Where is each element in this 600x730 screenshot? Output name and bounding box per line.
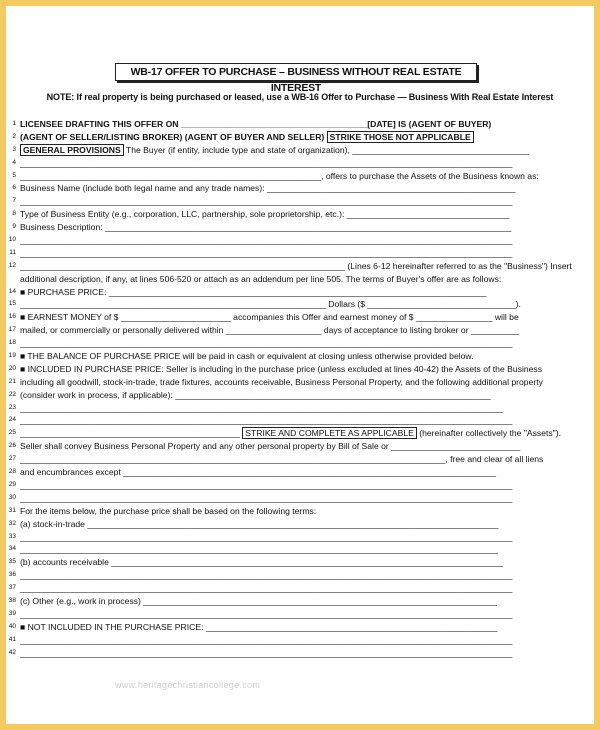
line-text: Business Description: _____________________________________________________________________________________ bbox=[20, 222, 512, 233]
line-number: 30 bbox=[8, 493, 16, 501]
form-line bbox=[6, 208, 592, 221]
line-number: 2 bbox=[12, 132, 16, 140]
line-text: _______________________________________________________________________________________________________ bbox=[20, 157, 513, 168]
line-number: 41 bbox=[8, 635, 16, 643]
form-line bbox=[6, 608, 592, 621]
form-line bbox=[6, 389, 592, 402]
line-text: ■ PURCHASE PRICE: _______________________________________________________________________________ bbox=[20, 286, 487, 297]
form-line bbox=[6, 350, 592, 363]
line-number: 10 bbox=[8, 236, 16, 244]
line-number: 1 bbox=[12, 120, 16, 127]
form-line bbox=[6, 634, 592, 647]
form-line bbox=[6, 298, 592, 311]
form-line bbox=[6, 402, 592, 415]
form-line bbox=[6, 363, 592, 376]
form-line bbox=[6, 531, 592, 544]
form-line bbox=[6, 286, 592, 299]
form-line bbox=[6, 144, 592, 157]
line-text: _______________________________________________________________________________________________________ bbox=[20, 647, 513, 658]
line-text: The Buyer (if entity, include type and state of organization), _____________________________________ bbox=[123, 144, 530, 155]
line-text: _______________________________________________________________________________________________________ bbox=[20, 415, 513, 426]
line-number: 26 bbox=[8, 442, 16, 450]
form-line bbox=[6, 170, 592, 183]
form-line bbox=[6, 582, 592, 595]
form-line bbox=[6, 505, 592, 518]
form-line bbox=[6, 131, 592, 144]
form-title: WB-17 OFFER TO PURCHASE – BUSINESS WITHOUT REAL ESTATE INTEREST bbox=[115, 63, 477, 81]
line-text: additional description, if any, at lines 506-520 or attach as an addendum per line 505. The terms of Buyer's offer are as follows: bbox=[20, 273, 502, 284]
form-line bbox=[6, 221, 592, 234]
line-number: 42 bbox=[8, 648, 16, 656]
line-number: 27 bbox=[8, 455, 16, 463]
line-text: (c) Other (e.g., work in process) __________________________________________________________________________ bbox=[20, 595, 497, 606]
line-text: _________________________________________________________________________________________, free and clear of all liens bbox=[20, 454, 544, 465]
line-number: 38 bbox=[8, 596, 16, 604]
line-number: 33 bbox=[8, 532, 16, 540]
line-text: ■ INCLUDED IN PURCHASE PRICE: Seller is including in the purchase price (unless excluded at lines 40-42) the Assets of the Business bbox=[20, 363, 543, 374]
line-number: 28 bbox=[8, 468, 16, 476]
line-number: 12 bbox=[8, 261, 16, 269]
line-number: 17 bbox=[8, 326, 16, 334]
form-line bbox=[6, 440, 592, 453]
line-number: 40 bbox=[8, 622, 16, 630]
line-number: 35 bbox=[8, 558, 16, 566]
line-number: 3 bbox=[12, 145, 16, 153]
form-line bbox=[6, 543, 592, 556]
line-text: _______________________________________________________________________________________________________ bbox=[20, 338, 513, 349]
line-number: 36 bbox=[8, 571, 16, 579]
line-text: _______________________________________________________________________________________________________ bbox=[20, 235, 513, 246]
line-number: 34 bbox=[8, 545, 16, 553]
form-line bbox=[6, 427, 592, 440]
line-number: 22 bbox=[8, 390, 16, 398]
line-text: _______________________________________________________________________________________________________ bbox=[20, 196, 513, 207]
line-number: 8 bbox=[12, 210, 16, 218]
form-line bbox=[6, 157, 592, 170]
line-number: 15 bbox=[8, 300, 16, 308]
line-text: For the items below, the purchase price shall be based on the following terms: bbox=[20, 505, 317, 516]
line-text: (AGENT OF SELLER/LISTING BROKER) (AGENT OF BUYER AND SELLER) bbox=[20, 131, 327, 142]
form-line bbox=[6, 569, 592, 582]
line-number: 19 bbox=[8, 352, 16, 360]
form-line bbox=[6, 195, 592, 208]
form-line bbox=[6, 621, 592, 634]
line-text: (consider work in process, if applicable): __________________________________________________________________ bbox=[20, 389, 491, 400]
form-line bbox=[6, 647, 592, 660]
line-number: 16 bbox=[8, 313, 16, 321]
line-text: Type of Business Entity (e.g., corporation, LLC, partnership, sole proprietorship, etc.): __________________________________ bbox=[20, 209, 510, 220]
form-line bbox=[6, 595, 592, 608]
form-line bbox=[6, 518, 592, 531]
line-text: and encumbrances except ______________________________________________________________________________ bbox=[20, 467, 496, 478]
line-text: ____________________________________________________________________ (Lines 6-12 hereinafter referred to as the "Business") Insert bbox=[20, 260, 572, 271]
line-number: 31 bbox=[8, 506, 16, 514]
line-text: _______________________________________________________________________________________________________ bbox=[20, 531, 513, 542]
boxed-heading: GENERAL PROVISIONS bbox=[20, 144, 124, 156]
line-text: _______________________________________________________________________________________________________ bbox=[20, 479, 513, 490]
form-line bbox=[6, 311, 592, 324]
line-text: (a) stock-in-trade ______________________________________________________________________________________ bbox=[20, 518, 499, 529]
form-line bbox=[6, 273, 592, 286]
form-line bbox=[6, 324, 592, 337]
boxed-heading: STRIKE THOSE NOT APPLICABLE bbox=[327, 131, 474, 143]
form-line bbox=[6, 182, 592, 195]
line-text: ____________________________________________________________________________________________________ bbox=[20, 544, 498, 555]
line-text: _______________________________________________________________________________________________________ bbox=[20, 634, 513, 645]
line-number: 11 bbox=[9, 248, 16, 256]
line-number: 4 bbox=[12, 158, 16, 166]
line-text: Seller shall convey Business Personal Property and any other personal property by Bill of Sale or ___________________________ bbox=[20, 441, 521, 452]
line-text: ______________________________________________ bbox=[20, 428, 243, 439]
form-line bbox=[6, 260, 592, 273]
line-text: ■ EARNEST MONEY of $ _______________________ accompanies this Offer and earnest money of $ ________________ will be bbox=[20, 312, 519, 323]
line-number: 25 bbox=[8, 429, 16, 437]
line-number: 5 bbox=[12, 171, 16, 179]
line-text: Business Name (include both legal name and any trade names): ____________________________________________________ bbox=[20, 183, 516, 194]
line-number: 21 bbox=[8, 377, 16, 385]
form-line bbox=[6, 247, 592, 260]
form-line bbox=[6, 453, 592, 466]
line-number: 18 bbox=[8, 339, 16, 347]
form-line bbox=[6, 337, 592, 350]
line-text: (hereinafter collectively the "Assets"). bbox=[416, 428, 561, 439]
form-line bbox=[6, 118, 592, 131]
line-text: mailed, or commercially or personally delivered within ____________________ days of acceptance to listing broker or __________ bbox=[20, 325, 519, 336]
form-lines bbox=[6, 118, 592, 659]
line-text: _____________________________________________________________________________________________________ bbox=[20, 402, 503, 413]
line-number: 37 bbox=[8, 584, 16, 592]
line-number: 7 bbox=[12, 197, 16, 205]
line-number: 29 bbox=[8, 480, 16, 488]
line-text: ■ NOT INCLUDED IN THE PURCHASE PRICE: _____________________________________________________________ bbox=[20, 621, 498, 632]
form-line bbox=[6, 556, 592, 569]
line-text: _______________________________________________________________________________________________________ bbox=[20, 247, 513, 258]
form-line bbox=[6, 376, 592, 389]
line-text: _______________________________________________________________, offers to purchase the Assets of the Business known as: bbox=[20, 170, 539, 181]
line-number: 32 bbox=[8, 519, 16, 527]
line-number: 39 bbox=[8, 609, 16, 617]
line-text: LICENSEE DRAFTING THIS OFFER ON _______________________________________[DATE] IS (AGENT OF BUYER) bbox=[20, 119, 492, 129]
form-line bbox=[6, 479, 592, 492]
form-note: NOTE: If real property is being purchased or leased, use a WB-16 Offer to Purchase — Business With Real Estate Interest bbox=[46, 92, 554, 102]
line-number: 24 bbox=[8, 416, 16, 424]
line-number: 6 bbox=[12, 184, 16, 192]
line-text: _______________________________________________________________________________________________________ bbox=[20, 583, 513, 594]
line-text: ■ THE BALANCE OF PURCHASE PRICE will be paid in cash or equivalent at closing unless otherwise provided below. bbox=[20, 351, 474, 362]
line-text: _______________________________________________________________________________________________________ bbox=[20, 608, 513, 619]
line-number: 20 bbox=[8, 364, 16, 372]
form-line bbox=[6, 466, 592, 479]
line-number: 14 bbox=[8, 287, 16, 295]
boxed-heading: STRIKE AND COMPLETE AS APPLICABLE bbox=[242, 427, 417, 439]
line-text: (b) accounts receivable __________________________________________________________________________________ bbox=[20, 557, 504, 568]
line-number: 23 bbox=[8, 403, 16, 411]
line-text: including all goodwill, stock-in-trade, trade fixtures, accounts receivable, Business Personal Property, and the following additional property bbox=[20, 376, 543, 387]
watermark: www.heritagechristiancollege.com bbox=[115, 680, 261, 690]
line-text: ________________________________________________________________ Dollars ($ _______________________________). bbox=[20, 299, 521, 310]
line-text: _______________________________________________________________________________________________________ bbox=[20, 492, 513, 503]
form-line bbox=[6, 414, 592, 427]
form-line bbox=[6, 492, 592, 505]
line-text: _______________________________________________________________________________________________________ bbox=[20, 570, 513, 581]
line-number: 9 bbox=[12, 223, 16, 231]
form-line bbox=[6, 234, 592, 247]
